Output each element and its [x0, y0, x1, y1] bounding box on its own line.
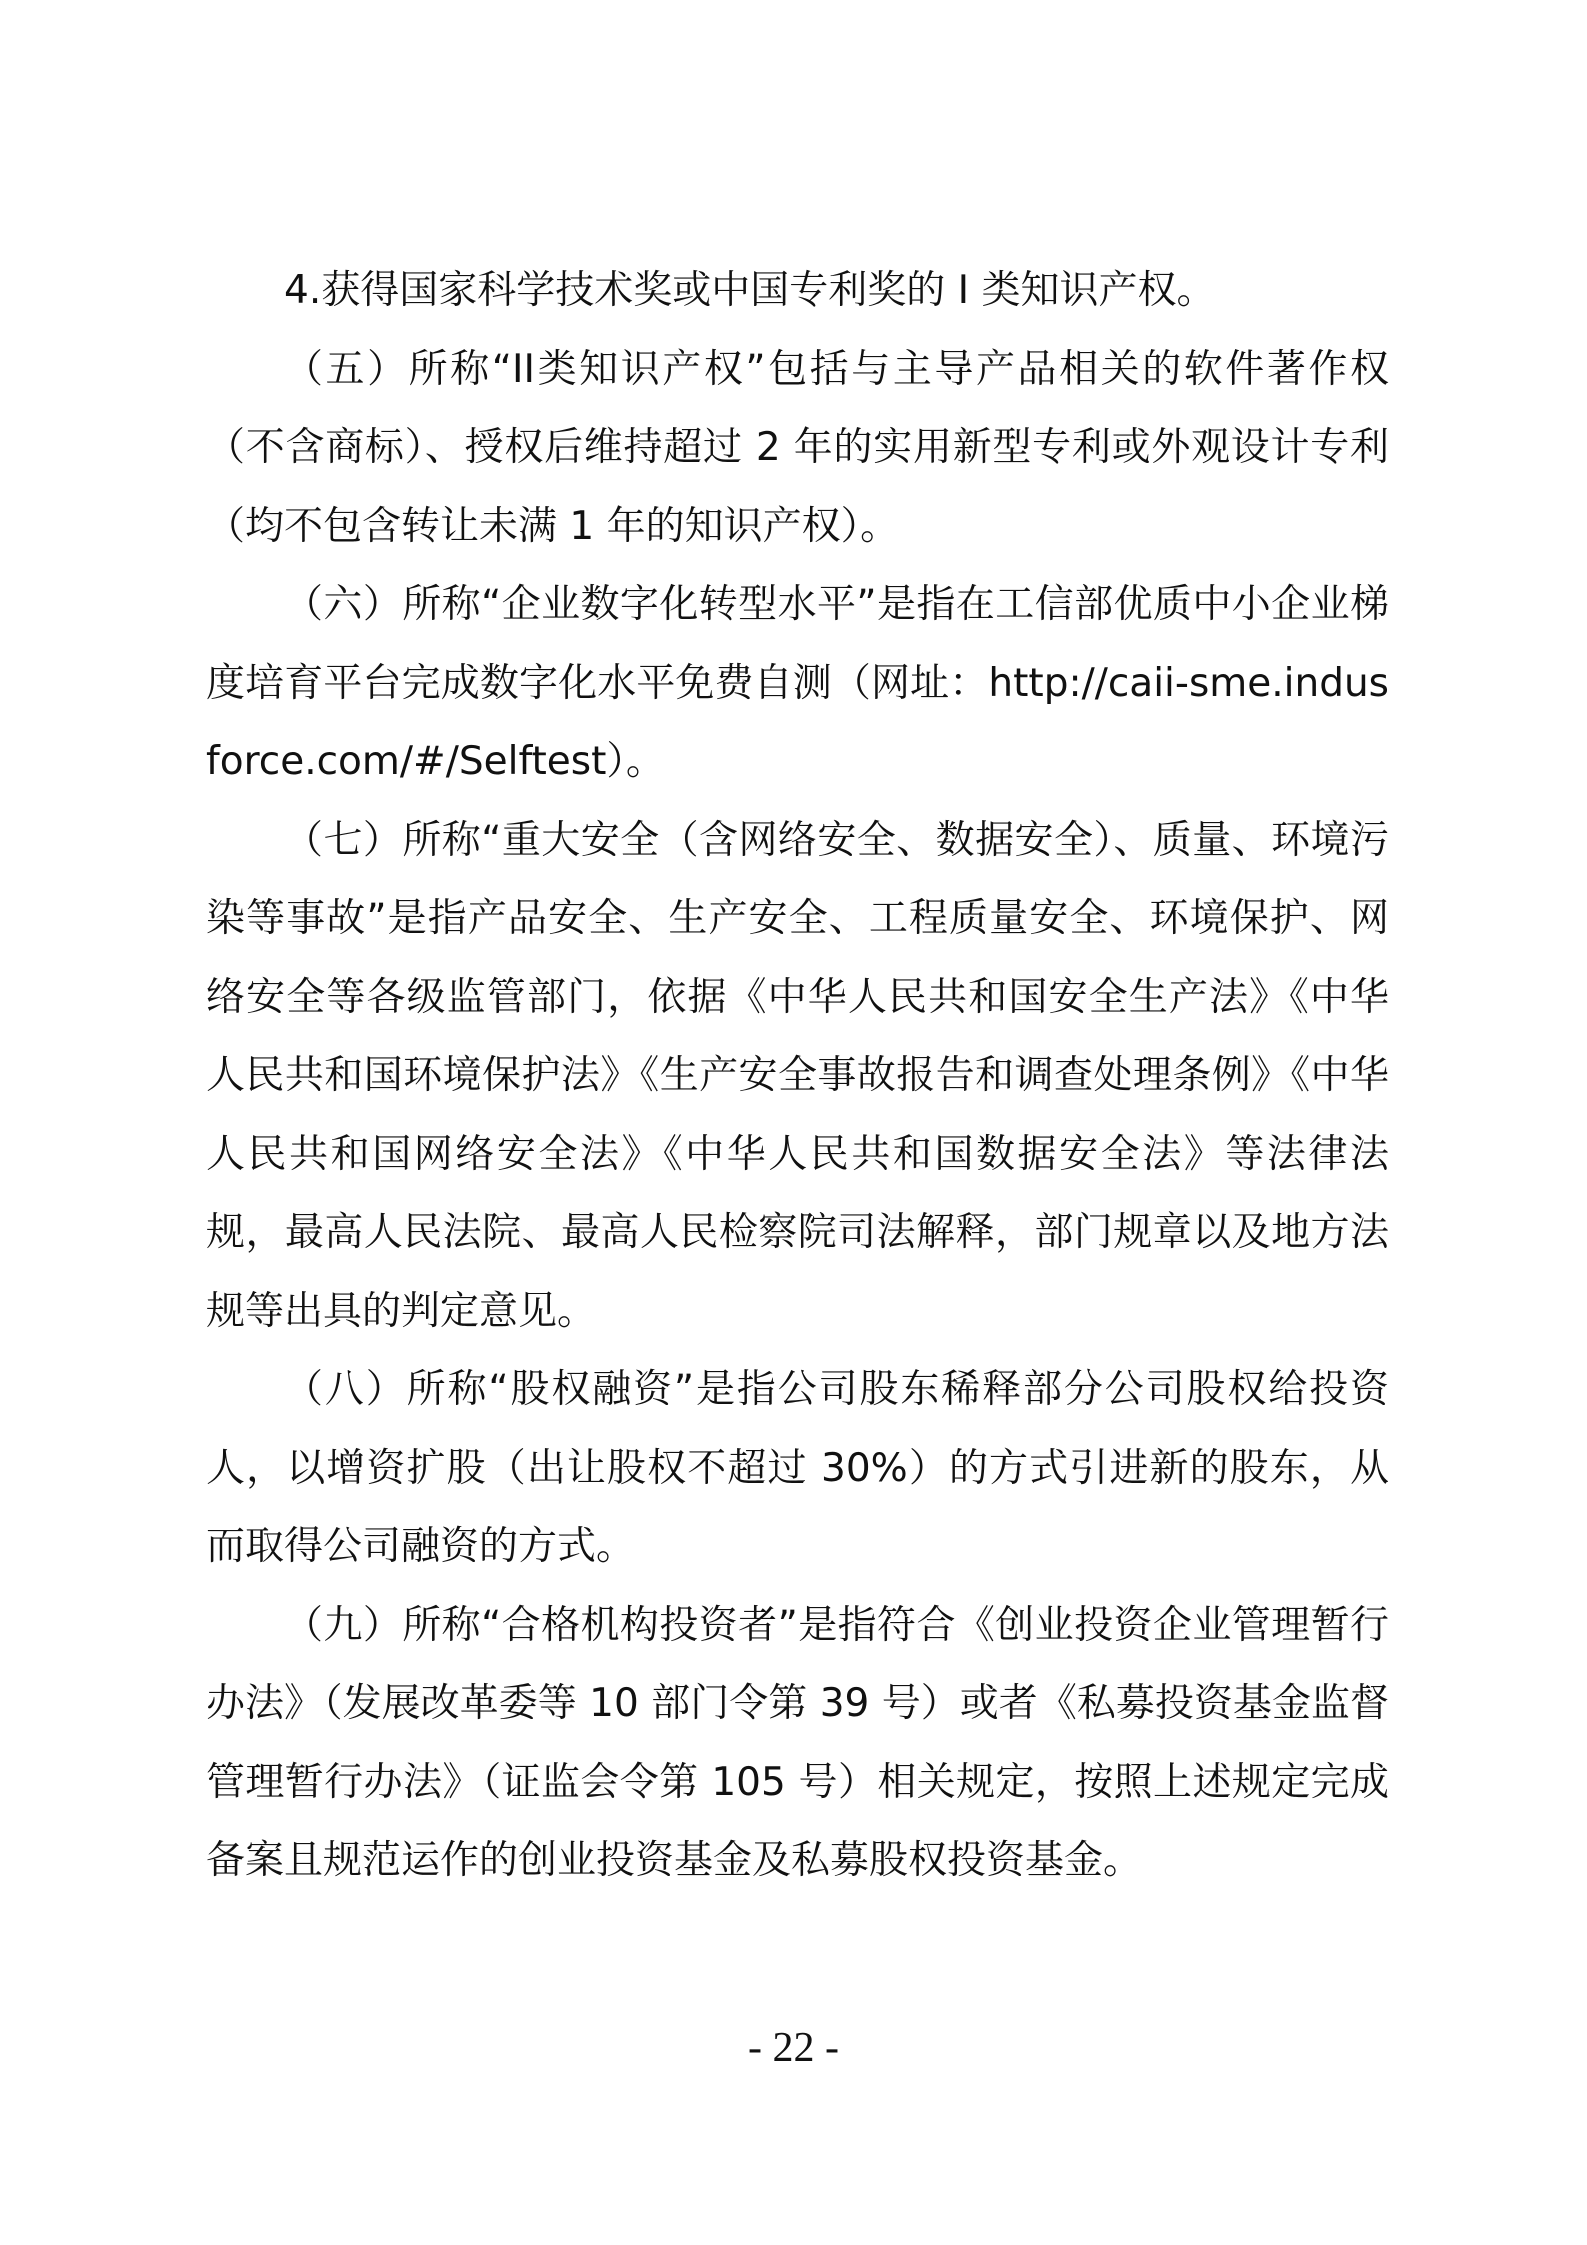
paragraph-section-9: （九）所称“合格机构投资者”是指符合《创业投资企业管理暂行办法》（发展改革委等 10 部门令第 39 号）或者《私募投资基金监督管理暂行办法》（证监会令第 105 号）相关规定，按照上述规定完成备案且规范运作的创业投资基金及私募股权投资基金。 — [206, 1602, 1389, 1883]
page-number: - 22 - — [748, 2025, 839, 2071]
paragraph-item-4: 4.获得国家科学技术奖或中国专利奖的 I 类知识产权。 — [284, 268, 1216, 313]
document-body — [206, 252, 1389, 1901]
paragraph-section-7: （七）所称“重大安全（含网络安全、数据安全）、质量、环境污染等事故”是指产品安全、生产安全、工程质量安全、环境保护、网络安全等各级监管部门，依据《中华人民共和国安全生产法》《中华人民共和国环境保护法》《生产安全事故报告和调查处理条例》《中华人民共和国网络安全法》《中华人民共和国数据安全法》等法律法规，最高人民法院、最高人民检察院司法解释，部门规章以及地方法规等出具的判定意见。 — [206, 817, 1389, 1334]
paragraph-section-5: （五）所称“II类知识产权”包括与主导产品相关的软件著作权（不含商标）、授权后维持超过 2 年的实用新型专利或外观设计专利（均不包含转让未满 1 年的知识产权）。 — [206, 346, 1389, 549]
paragraph-section-6: （六）所称“企业数字化转型水平”是指在工信部优质中小企业梯度培育平台完成数字化水平免费自测（网址：http://caii-sme.indusforce.com/#/Selftest）。 — [206, 582, 1389, 784]
paragraph-section-8: （八）所称“股权融资”是指公司股东稀释部分公司股权给投资人，以增资扩股（出让股权不超过 30%）的方式引进新的股东，从而取得公司融资的方式。 — [206, 1367, 1389, 1569]
